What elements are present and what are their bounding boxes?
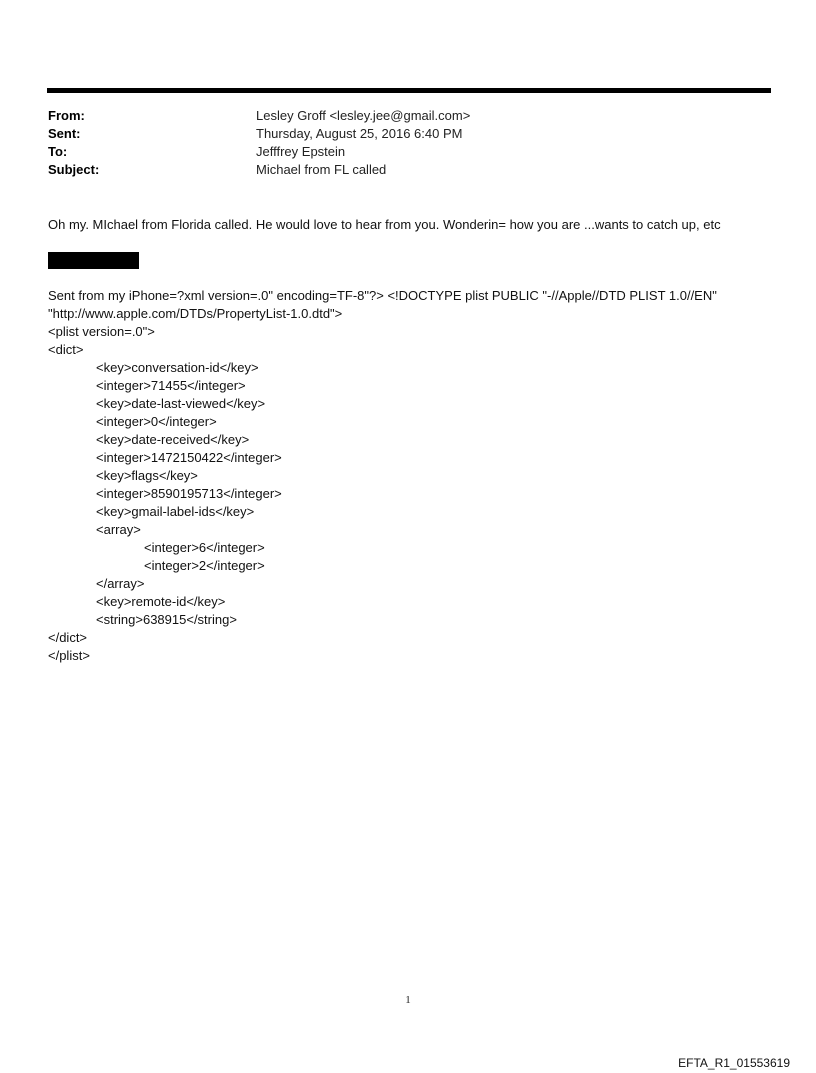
from-value: Lesley Groff <lesley.jee@gmail.com> xyxy=(256,108,471,123)
subject-value: Michael from FL called xyxy=(256,162,387,177)
bates-stamp: EFTA_R1_01553619 xyxy=(678,1056,790,1070)
plist-line: <array> xyxy=(96,522,141,537)
subject-row xyxy=(48,161,768,179)
plist-block xyxy=(48,287,788,665)
to-value: Jefffrey Epstein xyxy=(256,144,346,159)
plist-line: <dict> xyxy=(48,342,84,357)
sent-label: Sent: xyxy=(48,126,81,141)
plist-line: Sent from my iPhone=?xml version=.0" encoding=TF-8"?> <!DOCTYPE plist PUBLIC "-//Apple//DTD PLIST 1.0//EN" xyxy=(48,288,717,303)
plist-line: <integer>2</integer> xyxy=(144,558,265,573)
plist-line: </dict> xyxy=(48,630,88,645)
plist-line: <integer>6</integer> xyxy=(144,540,265,555)
from-label: From: xyxy=(48,108,85,123)
plist-line: <integer>0</integer> xyxy=(96,414,217,429)
message-body: Oh my. MIchael from Florida called. He would love to hear from you. Wonderin= how you are ...wants to catch up, etc xyxy=(48,217,721,232)
plist-line: <key>remote-id</key> xyxy=(96,594,226,609)
sent-value: Thursday, August 25, 2016 6:40 PM xyxy=(256,126,463,141)
redaction-bar xyxy=(48,252,139,269)
plist-line: "http://www.apple.com/DTDs/PropertyList-1.0.dtd"> xyxy=(48,306,343,321)
plist-line: <key>flags</key> xyxy=(96,468,198,483)
to-label: To: xyxy=(48,144,68,159)
subject-label: Subject: xyxy=(48,162,100,177)
page-number: 1 xyxy=(405,994,411,1006)
plist-line: <key>conversation-id</key> xyxy=(96,360,259,375)
plist-line: <key>date-received</key> xyxy=(96,432,250,447)
email-header xyxy=(48,107,768,179)
plist-line: <string>638915</string> xyxy=(96,612,237,627)
header-rule xyxy=(47,88,771,93)
plist-line: </plist> xyxy=(48,648,90,663)
sent-row xyxy=(48,125,768,143)
plist-line: </array> xyxy=(96,576,145,591)
from-row xyxy=(48,107,768,125)
plist-line: <integer>8590195713</integer> xyxy=(96,486,282,501)
plist-line: <plist version=.0"> xyxy=(48,324,155,339)
plist-line: <key>date-last-viewed</key> xyxy=(96,396,266,411)
plist-line: <integer>71455</integer> xyxy=(96,378,246,393)
to-row xyxy=(48,143,768,161)
plist-line: <integer>1472150422</integer> xyxy=(96,450,282,465)
plist-line: <key>gmail-label-ids</key> xyxy=(96,504,255,519)
